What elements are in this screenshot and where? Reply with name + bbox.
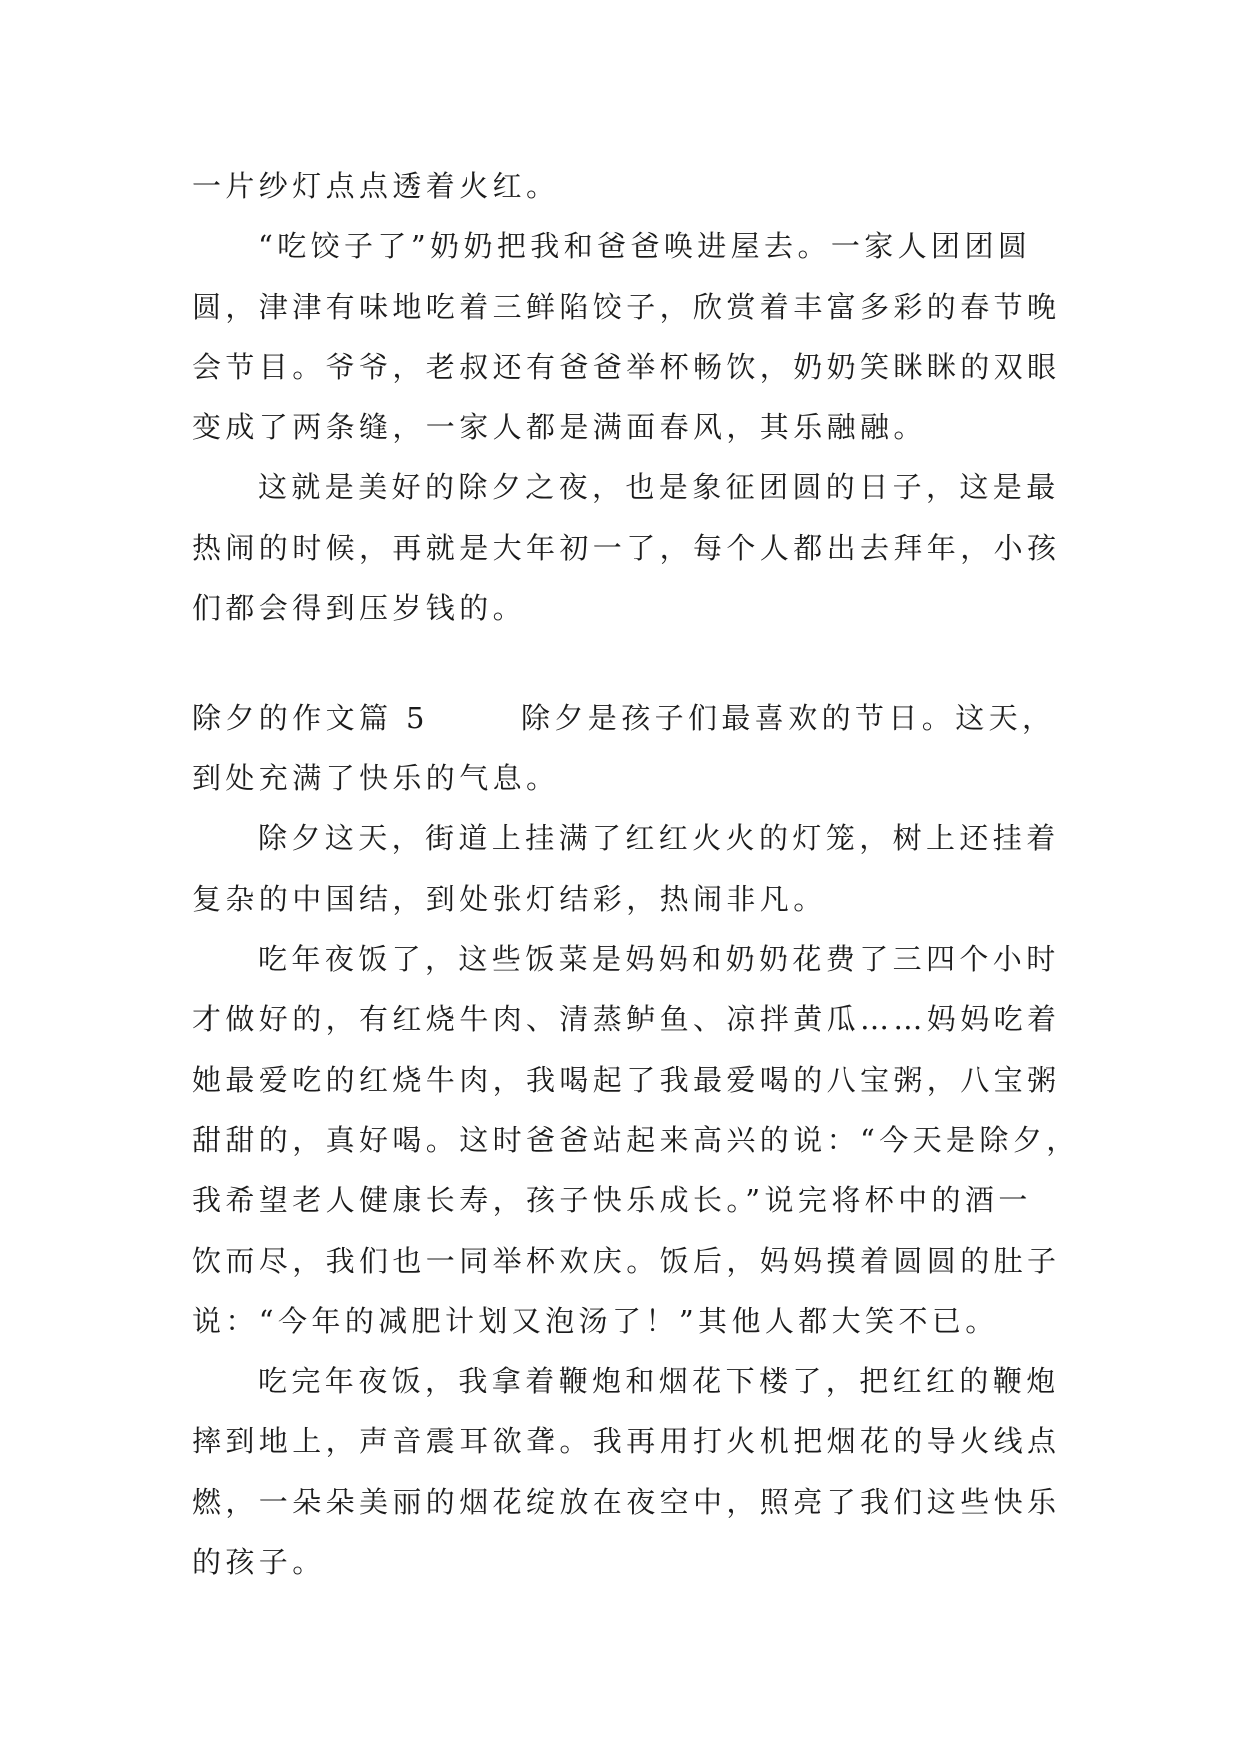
- text-line: 甜甜的，真好喝。这时爸爸站起来高兴的说：“今天是除夕，: [192, 1122, 1080, 1157]
- text-line: 我希望老人健康长寿，孩子快乐成长。”说完将杯中的酒一: [192, 1183, 1032, 1218]
- text-line: 这就是美好的除夕之夜，也是象征团圆的日子，这是最: [258, 470, 1060, 505]
- text-line: 复杂的中国结，到处张灯结彩，热闹非凡。: [192, 881, 827, 916]
- text-line: “吃饺子了”奶奶把我和爸爸唤进屋去。一家人团团圆: [258, 229, 1032, 264]
- text-line: 的孩子。: [192, 1545, 326, 1580]
- text-line: 摔到地上，声音震耳欲聋。我再用打火机把烟花的导火线点: [192, 1424, 1061, 1459]
- text-line: 才做好的，有红烧牛肉、清蒸鲈鱼、凉拌黄瓜……妈妈吃着: [192, 1002, 1061, 1037]
- text-line: 变成了两条缝，一家人都是满面春风，其乐融融。: [192, 410, 927, 445]
- text-line: 热闹的时候，再就是大年初一了，每个人都出去拜年，小孩: [192, 530, 1061, 565]
- essay-title: 除夕的作文: [192, 700, 360, 735]
- text-line: 说：“今年的减肥计划又泡汤了！”其他人都大笑不已。: [192, 1303, 999, 1338]
- text-line: 吃年夜饭了，这些饭菜是妈妈和奶奶花费了三四个小时: [258, 942, 1060, 977]
- text-line: 饮而尽，我们也一同举杯欢庆。饭后，妈妈摸着圆圆的肚子: [192, 1243, 1061, 1278]
- text-line: 她最爱吃的红烧牛肉，我喝起了我最爱喝的八宝粥，八宝粥: [192, 1062, 1061, 1097]
- text-line: 圆，津津有味地吃着三鲜陷饺子，欣赏着丰富多彩的春节晚: [192, 289, 1061, 324]
- text-line: 一片纱灯点点透着火红。: [192, 169, 560, 203]
- paragraph: [192, 216, 1112, 457]
- paragraph: [192, 929, 1112, 1351]
- text-line: 吃完年夜饭，我拿着鞭炮和烟花下楼了，把红红的鞭炮: [258, 1364, 1060, 1399]
- paragraph: [192, 1351, 1112, 1592]
- text-line: 燃，一朵朵美丽的烟花绽放在夜空中，照亮了我们这些快乐: [192, 1484, 1061, 1519]
- paragraph: [192, 156, 1112, 216]
- text-line: 除夕是孩子们最喜欢的节日。这天，: [521, 700, 1056, 735]
- text-line: 们都会得到压岁钱的。: [192, 591, 527, 626]
- paragraph: [192, 808, 1112, 929]
- document-body: [192, 156, 1112, 1592]
- essay-section: [192, 688, 1112, 1592]
- paragraph: [192, 457, 1112, 638]
- text-line: 会节目。爷爷，老叔还有爸爸举杯畅饮，奶奶笑眯眯的双眼: [192, 349, 1061, 384]
- section-gap: [192, 638, 1112, 688]
- essay-heading: [192, 688, 1112, 748]
- text-line: 到处充满了快乐的气息。: [192, 761, 560, 796]
- essay-number: 篇 5: [359, 700, 429, 735]
- text-line: 除夕这天，街道上挂满了红红火火的灯笼，树上还挂着: [258, 821, 1060, 856]
